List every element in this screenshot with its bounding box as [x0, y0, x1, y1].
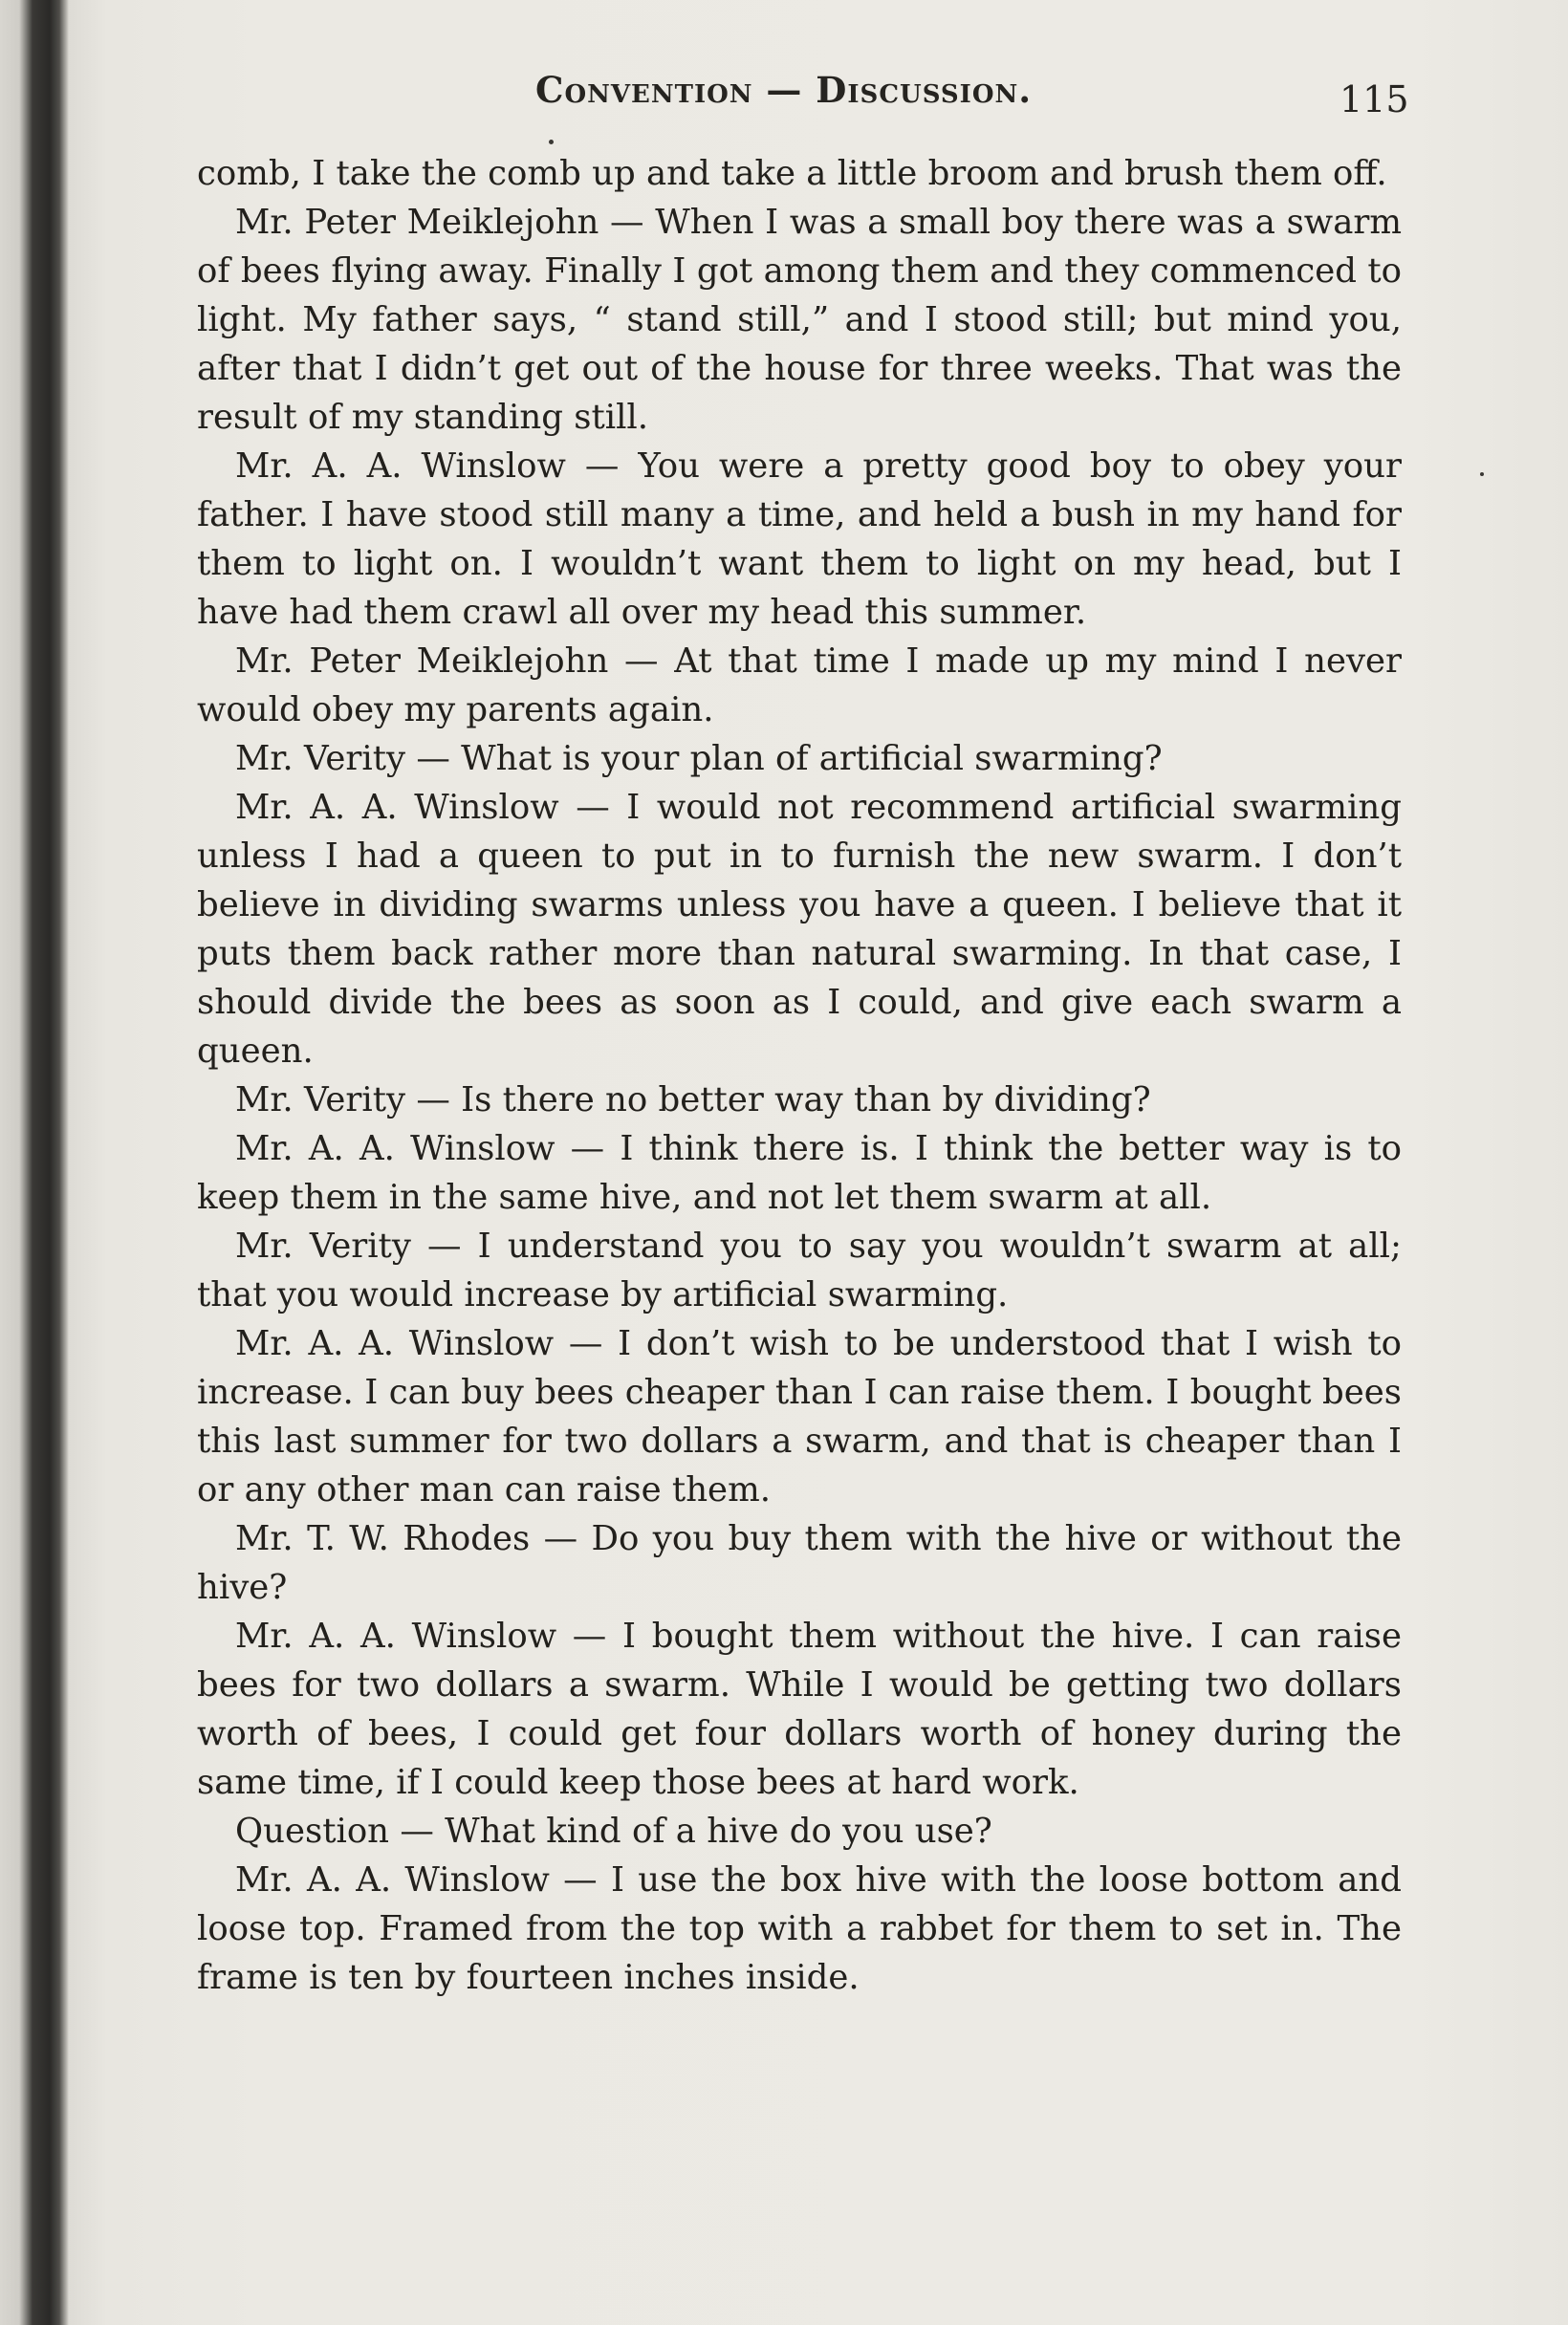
ink-speck	[549, 140, 554, 144]
ink-speck	[1480, 472, 1484, 476]
em-dash: —	[608, 641, 675, 681]
paragraph-text: I think there is. I think the better way is to keep them in the same hive, and not let them swarm at all.	[197, 1129, 1403, 1217]
paragraph-continuation	[197, 149, 1402, 198]
speaker-name: Mr. A. A. Winslow	[235, 1129, 555, 1168]
em-dash: —	[558, 788, 627, 827]
page-number: 115	[1339, 78, 1409, 120]
paragraph	[197, 783, 1402, 1076]
paragraph	[197, 1222, 1402, 1319]
em-dash: —	[405, 739, 462, 778]
paragraph-text: You were a pretty good boy to obey your father. I have stood still many a time, and held a bush in my hand for them to light on. I wouldn’t want them to light on my head, but I have had them crawl all over my head this summer.	[197, 446, 1402, 632]
speaker-name: Mr. A. A. Winslow	[235, 788, 559, 827]
paragraph	[197, 442, 1402, 637]
em-dash: —	[530, 1519, 592, 1558]
paragraph	[197, 1807, 1402, 1856]
book-spine-shadow	[0, 0, 69, 2325]
paragraph	[197, 1319, 1402, 1514]
speaker-name: Mr. A. A. Winslow	[235, 1860, 550, 1900]
speaker-name: Mr. Peter Meiklejohn	[235, 203, 599, 242]
speaker-name: Mr. A. A. Winslow	[235, 446, 566, 486]
paragraph-text: comb, I take the comb up and take a little broom and brush them off.	[197, 154, 1387, 193]
speaker-name: Mr. Verity	[235, 739, 406, 778]
paragraph-text: When I was a small boy there was a swarm of bees flying away. Finally I got among them and they commenced to light. My father says, “ stand still,” and I stood still; but mind you, after that I didn’t get out of the house for three weeks. That was the result of my standing still.	[197, 203, 1402, 437]
paragraph	[197, 1612, 1402, 1807]
speaker-name: Mr. T. W. Rhodes	[235, 1519, 531, 1558]
speaker-name: Mr. A. A. Winslow	[235, 1617, 557, 1656]
paragraph-text: I bought them without the hive. I can raise bees for two dollars a swarm. While I would be getting two dollars worth of bees, I could get four dollars worth of honey during the same time, if I could keep those bees at hard work.	[197, 1617, 1403, 1802]
speaker-name: Mr. A. A. Winslow	[235, 1324, 555, 1363]
paragraph-text: I understand you to say you wouldn’t swarm at all; that you would increase by artificial swarming.	[197, 1227, 1402, 1315]
speaker-name: Mr. Peter Meiklejohn	[235, 641, 609, 681]
em-dash: —	[410, 1227, 478, 1266]
paragraph	[197, 1856, 1402, 2002]
paragraph-text: At that time I made up my mind I never would obey my parents again.	[197, 641, 1402, 729]
paragraph-text: I would not recommend artificial swarming unless I had a queen to put in to furnish the new swarm. I don’t believe in dividing swarms unless you have a queen. I believe that it puts them back rather more than natural swarming. In that case, I should divide the bees as soon as I could, and give each swarm a queen.	[197, 788, 1403, 1071]
em-dash: —	[565, 446, 639, 486]
speaker-name: Question	[235, 1812, 390, 1851]
body-text	[197, 149, 1402, 2002]
em-dash: —	[405, 1080, 462, 1119]
paragraph	[197, 198, 1402, 442]
paragraph	[197, 1514, 1402, 1612]
em-dash: —	[554, 1324, 619, 1363]
paragraph	[197, 637, 1402, 734]
paragraph	[197, 734, 1402, 783]
running-head: Convention — Discussion.	[535, 69, 1033, 111]
em-dash: —	[549, 1860, 611, 1900]
speaker-name: Mr. Verity	[235, 1227, 411, 1266]
paragraph	[197, 1124, 1402, 1222]
paragraph-text: I don’t wish to be understood that I wish to increase. I can buy bees cheaper than I can raise them. I bought bees this last summer for two dollars a swarm, and that is cheaper than I or any other man can raise them.	[197, 1324, 1402, 1510]
book-page	[69, 0, 1568, 2325]
paragraph-text: What is your plan of artificial swarming?	[461, 739, 1163, 778]
paragraph	[197, 1076, 1402, 1124]
paragraph-text: What kind of a hive do you use?	[445, 1812, 992, 1851]
paragraph-text: Do you buy them with the hive or without the hive?	[197, 1519, 1402, 1607]
em-dash: —	[599, 203, 656, 242]
paragraph-text: Is there no better way than by dividing?	[461, 1080, 1151, 1119]
paragraph-text: I use the box hive with the loose bottom and loose top. Framed from the top with a rabbet for them to set in. The frame is ten by fourteen inches inside.	[197, 1860, 1402, 1997]
speaker-name: Mr. Verity	[235, 1080, 406, 1119]
em-dash: —	[556, 1617, 622, 1656]
em-dash: —	[555, 1129, 621, 1168]
em-dash: —	[389, 1812, 446, 1851]
